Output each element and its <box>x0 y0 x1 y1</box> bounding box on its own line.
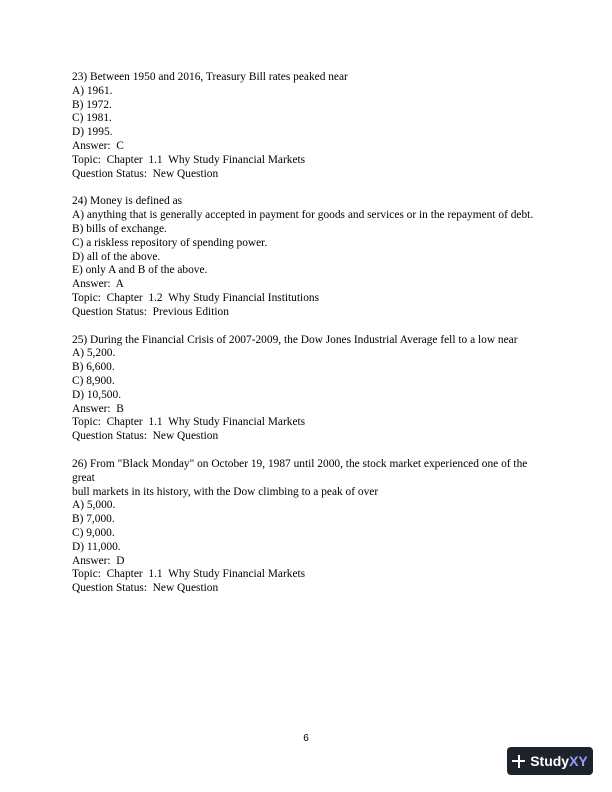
question-line: bull markets in its history, with the Dow climbing to a peak of over <box>72 485 379 498</box>
brand-name-prefix: Study <box>530 753 570 769</box>
question-line: Answer: A <box>72 278 124 291</box>
question-line: Answer: B <box>72 402 124 415</box>
question-line: D) all of the above. <box>72 250 161 263</box>
question-line: E) only A and B of the above. <box>72 264 208 277</box>
question-line: B) bills of exchange. <box>72 222 167 235</box>
question-block <box>72 71 540 181</box>
question-line: D) 11,000. <box>72 540 121 553</box>
question-line: 24) Money is defined as <box>72 195 183 208</box>
question-line: Topic: Chapter 1.1 Why Study Financial Markets <box>72 416 306 429</box>
plus-icon <box>512 755 525 768</box>
question-list <box>72 71 540 610</box>
question-block <box>72 334 540 444</box>
page-number: 6 <box>303 733 309 744</box>
question-line: A) 1961. <box>72 84 113 97</box>
question-line: Question Status: New Question <box>72 430 219 443</box>
question-block <box>72 195 540 319</box>
question-line: B) 6,600. <box>72 361 115 374</box>
question-block <box>72 458 540 596</box>
question-line: Question Status: New Question <box>72 167 219 180</box>
question-line: Answer: D <box>72 554 125 567</box>
question-line: C) 9,000. <box>72 526 115 539</box>
question-line: C) a riskless repository of spending power. <box>72 236 268 249</box>
question-line: 25) During the Financial Crisis of 2007-2009, the Dow Jones Industrial Average fell to a low near <box>72 333 518 346</box>
question-line: C) 1981. <box>72 112 112 125</box>
question-line: B) 7,000. <box>72 513 115 526</box>
question-line: Topic: Chapter 1.1 Why Study Financial Markets <box>72 568 306 581</box>
question-line: A) 5,000. <box>72 499 116 512</box>
question-line: A) 5,200. <box>72 347 116 360</box>
question-line: A) anything that is generally accepted in payment for goods and services or in the repayment of debt. <box>72 209 534 222</box>
question-line: Question Status: Previous Edition <box>72 305 229 318</box>
question-line: Question Status: New Question <box>72 582 219 595</box>
question-line: Answer: C <box>72 139 124 152</box>
question-line: Topic: Chapter 1.1 Why Study Financial Markets <box>72 153 306 166</box>
question-line: B) 1972. <box>72 98 112 111</box>
question-line: D) 1995. <box>72 126 113 139</box>
question-line: Topic: Chapter 1.2 Why Study Financial Institutions <box>72 291 320 304</box>
question-line: C) 8,900. <box>72 374 115 387</box>
question-line: 23) Between 1950 and 2016, Treasury Bill rates peaked near <box>72 71 348 83</box>
brand-name-suffix: XY <box>569 753 588 769</box>
studyxy-badge[interactable] <box>507 747 593 775</box>
question-line: 26) From "Black Monday" on October 19, 1987 until 2000, the stock market experienced one of the great <box>72 457 531 484</box>
question-line: D) 10,500. <box>72 388 122 401</box>
